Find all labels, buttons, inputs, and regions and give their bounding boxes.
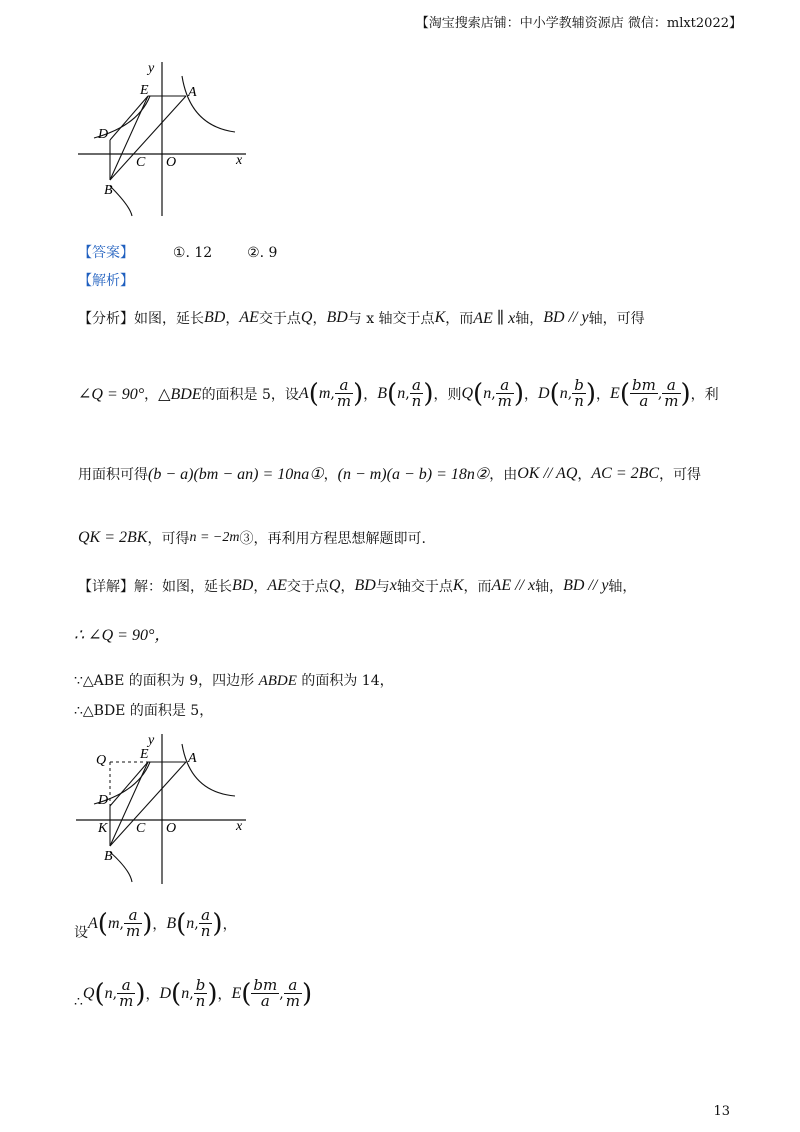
- label-y: y: [148, 61, 155, 76]
- detail-line-3: ∵△ABE 的面积为 9，四边形 ABDE 的面积为 14，: [74, 673, 394, 689]
- detail-line-5: 设 A ( m , $\frac{a}{m}$ ) ， B ( n , $\frac{a}{n}$ ) ，: [74, 906, 237, 941]
- answer-row: [78, 242, 277, 262]
- detail-line-6: ∴ Q ( n , $\frac{a}{m}$ ) ， D ( n , $\frac{b}{n}$ ) ， E ( $\frac{bm}{a}$ , $\frac{a}{m}$ ): [74, 976, 313, 1010]
- figure-2: [70, 730, 270, 890]
- label-q: Q: [96, 753, 107, 768]
- label-c: C: [136, 155, 146, 170]
- analysis-tag: 【解析】: [78, 273, 134, 289]
- label-x: x: [236, 153, 243, 168]
- label-e: E: [140, 747, 149, 762]
- label-a: A: [188, 751, 197, 766]
- label-b: B: [104, 849, 113, 864]
- figure-1: [70, 56, 250, 221]
- label-x: x: [236, 819, 243, 834]
- label-o: O: [166, 821, 177, 836]
- analysis-line-1: 【分析】如图，延长 BD ， AE 交于点 Q ， BD 与 x 轴交于点 K ，而 AE ∥ x 轴， BD // y 轴，可得: [78, 309, 645, 327]
- page-header: 【淘宝搜索店铺：中小学教辅资源店 微信：mlxt2022】: [415, 16, 742, 31]
- label-k: K: [98, 821, 108, 836]
- label-d: D: [98, 793, 109, 808]
- label-y: y: [148, 733, 155, 748]
- page-number: 13: [713, 1104, 730, 1119]
- detail-line-1: 【详解】解：如图，延长 BD ， AE 交于点 Q ， BD 与 x 轴交于点 K ，而 AE // x 轴， BD // y 轴，: [78, 577, 637, 595]
- segment-de: [110, 96, 148, 140]
- label-o: O: [166, 155, 177, 170]
- label-a: A: [188, 85, 197, 100]
- hyperbola-left: [110, 186, 132, 216]
- analysis-line-4: QK = 2BK ，可得 n = −2m ③，再利用方程思想解题即可.: [78, 529, 426, 547]
- detail-line-4: ∴△BDE 的面积是 5，: [74, 703, 214, 719]
- label-d: D: [98, 127, 109, 142]
- analysis-line-2: ∠Q = 90° ， △BDE 的面积是 5，设 A ( m , $\frac{a}{m}$ ) ， B ( n , $\frac{a}{n}$ ) ，则 Q ( n , $\frac{a}{m}$ ) ， D ( n , $\frac{b}{n}$ ) ， E ( $\frac{bm}{a}$ , $\frac{a}{m}$ ) ，利: [78, 376, 719, 410]
- label-e: E: [140, 83, 149, 98]
- answer-tag: 【答案】: [78, 245, 134, 261]
- segment-de: [110, 762, 148, 806]
- label-c: C: [136, 821, 146, 836]
- hyperbola-left: [110, 852, 132, 882]
- detail-line-2: ∴ ∠Q = 90°，: [74, 627, 171, 644]
- label-b: B: [104, 183, 113, 198]
- answer-1: ①. 12: [172, 245, 213, 261]
- answer-2: ②. 9: [247, 245, 278, 261]
- analysis-line-3: 用面积可得 (b − a)(bm − an) = 10na① ， (n − m)(a − b) = 18n② ，由 OK // AQ ， AC = 2BC ，可得: [78, 465, 702, 483]
